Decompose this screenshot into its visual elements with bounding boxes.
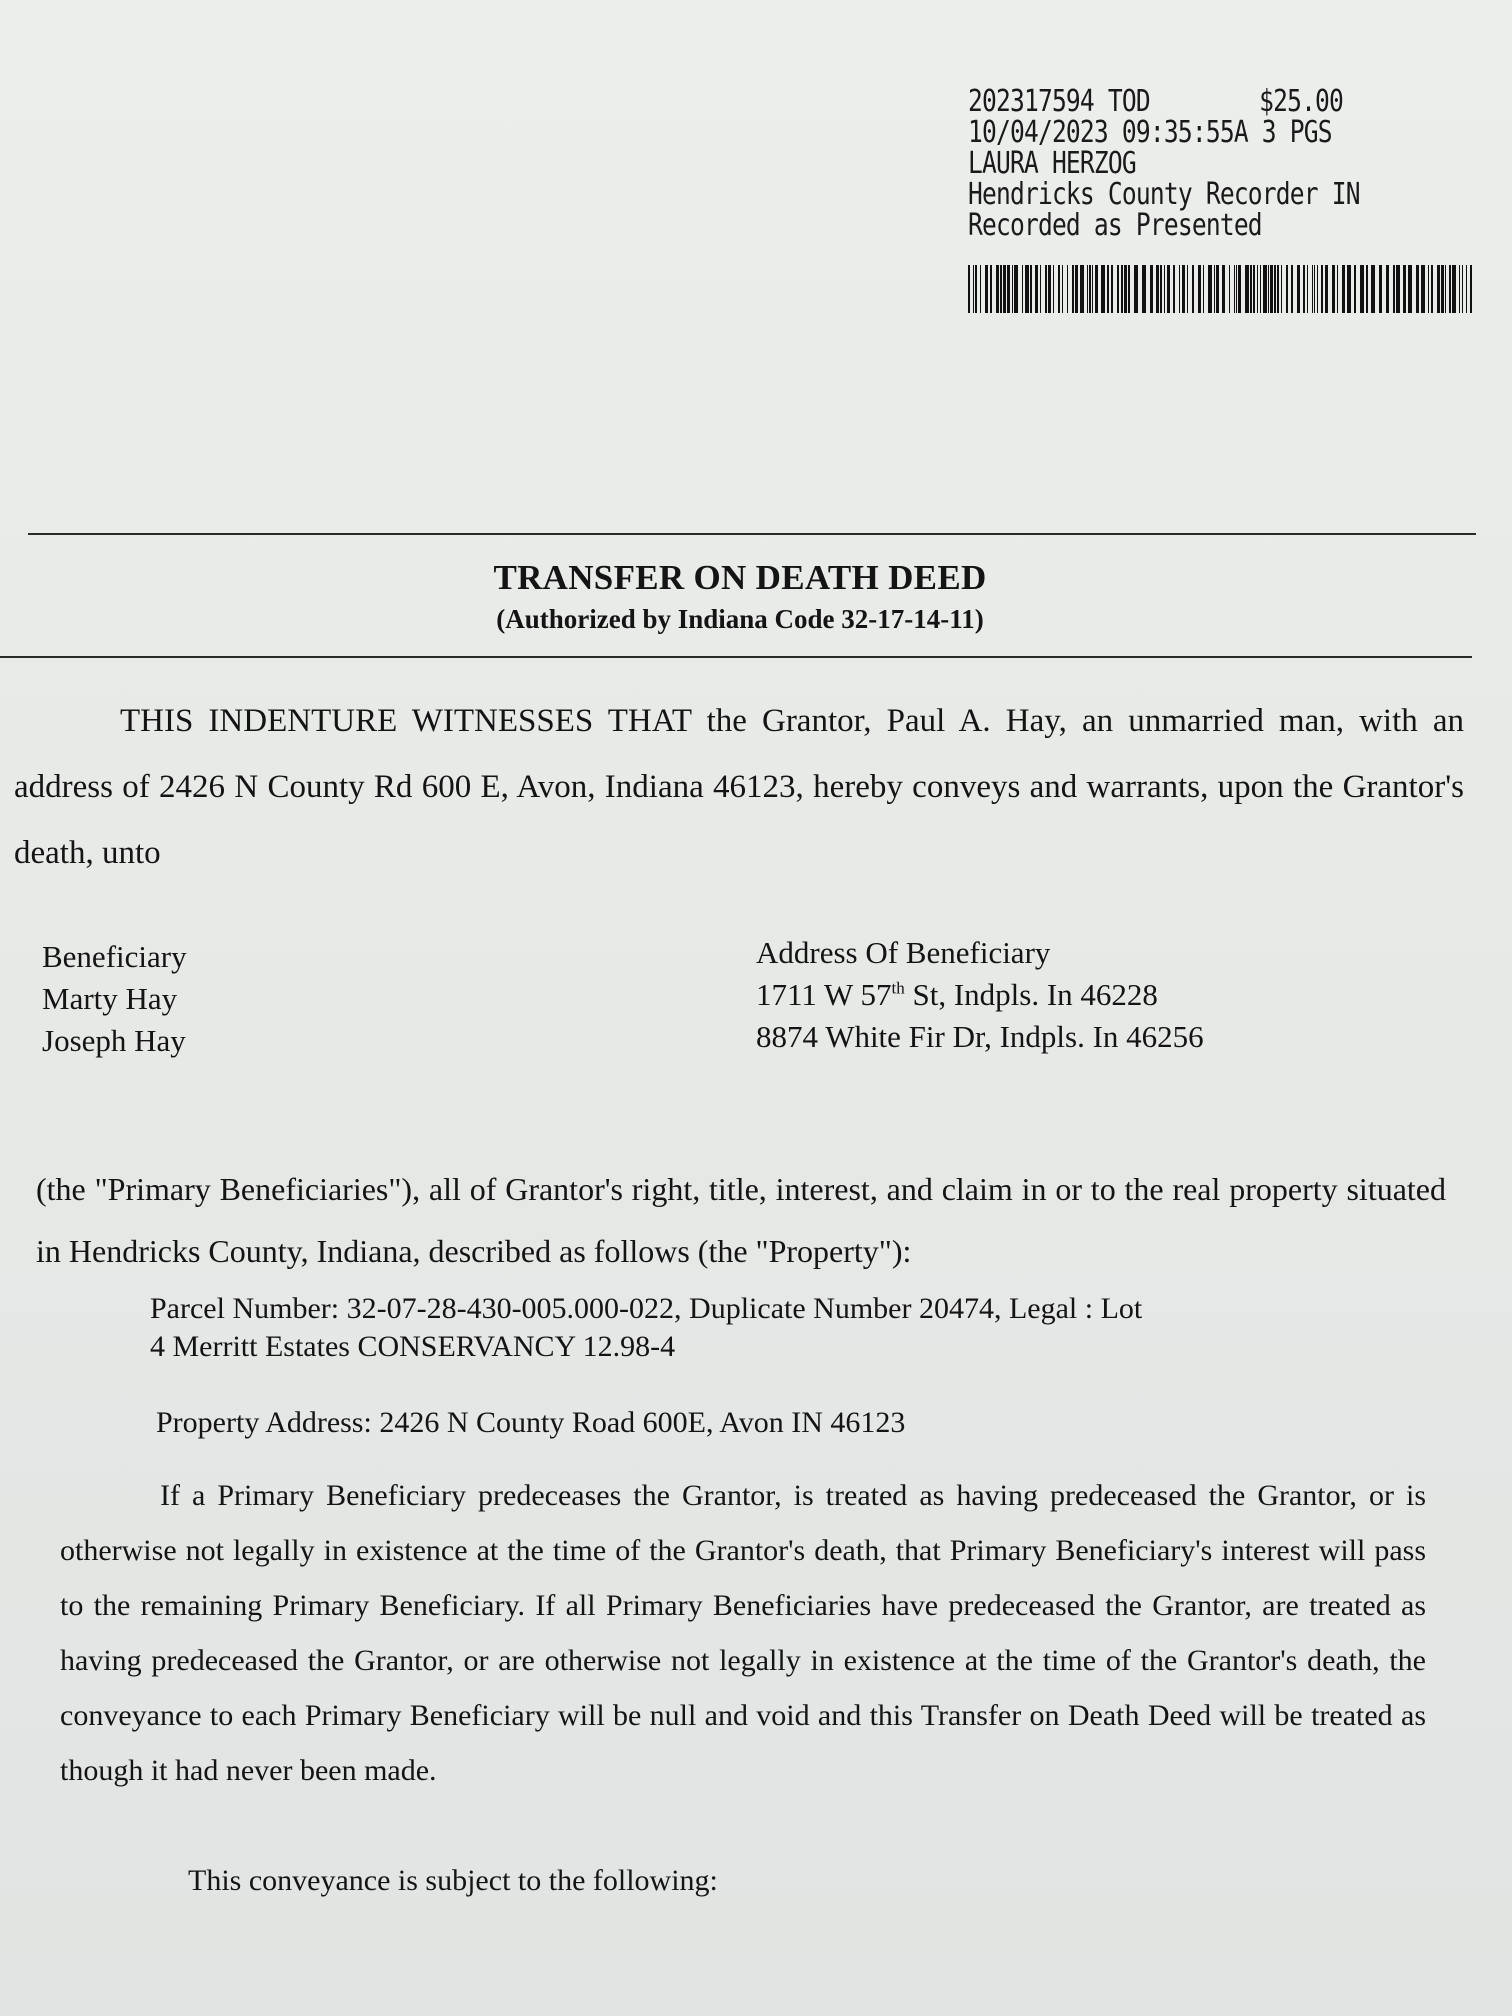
barcode-bar (1393, 265, 1395, 313)
recorder-stamp (968, 86, 1360, 241)
barcode-bar (1386, 265, 1389, 313)
legal-line: 4 Merritt Estates CONSERVANCY 12.98-4 (150, 1330, 676, 1363)
beneficiary-header: Beneficiary (42, 939, 187, 974)
barcode-bar (1307, 265, 1308, 313)
beneficiary-name: Marty Hay (42, 981, 178, 1016)
barcode-bar (1167, 265, 1170, 313)
barcode-bar (1317, 265, 1318, 313)
barcode-bar (1075, 265, 1078, 313)
page-count: 3 PGS (1261, 115, 1332, 150)
barcode-bar (1270, 265, 1273, 313)
barcode-bar (1182, 265, 1185, 313)
barcode-bar (1379, 265, 1382, 313)
barcode-bar (1134, 265, 1138, 313)
barcode-bar (1062, 265, 1063, 313)
barcode-bar (1156, 265, 1159, 313)
barcode-bar (1268, 265, 1269, 313)
barcode-bar (1408, 265, 1412, 313)
barcode-bar (1314, 265, 1315, 313)
barcode-bar (1124, 265, 1127, 313)
barcode-bar (1000, 265, 1002, 313)
subject-line: This conveyance is subject to the following: (188, 1864, 718, 1897)
barcode-bar (1325, 265, 1328, 313)
barcode-bar (1428, 265, 1429, 313)
barcode-bar (1332, 265, 1335, 313)
barcode-bar (1067, 265, 1068, 313)
barcode-bar (1431, 265, 1433, 313)
barcode-bar (1263, 265, 1267, 313)
barcode-bar (1416, 265, 1419, 313)
barcode-bar (1360, 265, 1364, 313)
barcode-bar (1445, 265, 1446, 313)
barcode-bar (1101, 265, 1105, 313)
barcode-bar (1048, 265, 1051, 313)
barcode-bar (1437, 265, 1440, 313)
barcode-bar (1058, 265, 1060, 313)
recorder-office: Hendricks County Recorder IN (968, 177, 1360, 212)
address-column (756, 932, 1204, 1058)
barcode-bar (1107, 265, 1109, 313)
barcode-bar (1040, 265, 1041, 313)
barcode-bar (1441, 265, 1444, 313)
barcode-bar (1025, 265, 1029, 313)
document-number: 202317594 TOD (968, 84, 1150, 119)
barcode-bar (1150, 265, 1153, 313)
barcode-bar (1470, 265, 1472, 313)
legal-description (150, 1290, 1350, 1366)
barcode-bar (990, 265, 992, 313)
barcode-bar (1192, 265, 1194, 313)
barcode-bar (1012, 265, 1013, 313)
barcode-bar (1198, 265, 1201, 313)
barcode-bar (1035, 265, 1038, 313)
barcode-bar (1274, 265, 1276, 313)
recording-datetime: 10/04/2023 09:35:55A (968, 115, 1248, 150)
property-address: Property Address: 2426 N County Road 600E, Avon IN 46123 (156, 1406, 906, 1439)
barcode-bar (975, 265, 977, 313)
barcode-bar (1222, 265, 1225, 313)
barcode-bar (1260, 265, 1261, 313)
barcode-bar (1179, 265, 1180, 313)
legal-line: Parcel Number: 32-07-28-430-005.000-022, Duplicate Number 20474, Legal : Lot (150, 1292, 1143, 1325)
barcode-bar (1297, 265, 1300, 313)
barcode-bar (1117, 265, 1119, 313)
barcode-bar (968, 265, 970, 313)
barcode-bar (1277, 265, 1279, 313)
barcode-bar (1321, 265, 1323, 313)
barcode-bar (985, 265, 988, 313)
deed-title: TRANSFER ON DEATH DEED (493, 558, 987, 597)
stamp-line-2 (968, 117, 1360, 148)
barcode-bar (1187, 265, 1188, 313)
barcode-bar (1022, 265, 1023, 313)
recorder-name: LAURA HERZOG (968, 146, 1136, 181)
recording-fee: $25.00 (1259, 84, 1344, 119)
barcode-bar (1462, 265, 1463, 313)
barcode-bar (1053, 265, 1054, 313)
beneficiary-column (42, 936, 187, 1062)
barcode-bar (1421, 265, 1425, 313)
barcode-bar (1214, 265, 1215, 313)
barcode-bar (1095, 265, 1098, 313)
barcode-bar (1342, 265, 1345, 313)
barcode-bar (996, 265, 999, 313)
barcode-bar (1452, 265, 1456, 313)
barcode-bar (1087, 265, 1088, 313)
barcode-bar (1128, 265, 1130, 313)
barcode-bar (1111, 265, 1113, 313)
barcode-bar (1466, 265, 1467, 313)
barcode-bar (1303, 265, 1305, 313)
barcode-bar (1030, 265, 1032, 313)
barcode-bar (1449, 265, 1451, 313)
barcode-bar (1080, 265, 1084, 313)
beneficiary-address (756, 1016, 1204, 1058)
address-text: 1711 W 57 (756, 977, 892, 1012)
barcode-bar (1238, 265, 1241, 313)
property-paragraph: (the "Primary Beneficiaries"), all of Grantor's right, title, interest, and claim in or to the real property situated in Hendricks County, Indiana, described as follows (the "Property"): (36, 1171, 1446, 1269)
barcode-bar (973, 265, 974, 313)
barcode-bar (1092, 265, 1093, 313)
barcode-bar (1291, 265, 1293, 313)
address-text: 8874 White Fir Dr, Indpls. In 46256 (756, 1019, 1204, 1054)
barcode-bar (1257, 265, 1258, 313)
barcode-bar (1312, 265, 1313, 313)
barcode-bar (1403, 265, 1406, 313)
barcode-bar (1245, 265, 1249, 313)
address-ordinal: th (891, 978, 905, 998)
barcode-bar (1007, 265, 1010, 313)
deed-subtitle: (Authorized by Indiana Code 32-17-14-11) (496, 604, 984, 634)
barcode-bar (1286, 265, 1288, 313)
barcode-bar (1003, 265, 1006, 313)
barcode-bar (1354, 265, 1356, 313)
title-divider-top (28, 533, 1476, 535)
barcode-bar (1236, 265, 1237, 313)
barcode-bar (1337, 265, 1338, 313)
recorded-note: Recorded as Presented (968, 208, 1262, 243)
barcode-bar (1160, 265, 1162, 313)
barcode-bar (1208, 265, 1212, 313)
barcode-bar (1253, 265, 1255, 313)
barcode-bar (1459, 265, 1460, 313)
beneficiary-name: Joseph Hay (42, 1023, 186, 1058)
address-header: Address Of Beneficiary (756, 935, 1051, 970)
beneficiary-address (756, 974, 1204, 1016)
address-text: St, Indpls. In 46228 (904, 977, 1158, 1012)
barcode-bar (1014, 265, 1018, 313)
barcode-bar (1216, 265, 1219, 313)
barcode-bar (1371, 265, 1375, 313)
barcode-bar (1234, 265, 1235, 313)
stamp-line-1 (968, 86, 1360, 117)
barcode-bar (1164, 265, 1165, 313)
barcode-bar (1072, 265, 1074, 313)
barcode-icon (968, 265, 1478, 313)
intro-paragraph: THIS INDENTURE WITNESSES THAT the Grantor, Paul A. Hay, an unmarried man, with an address of 2426 N County Rd 600 E, Avon, Indiana 46123, hereby conveys and warrants, upon the Grantor's death, unto (14, 703, 1464, 871)
barcode-bar (1250, 265, 1252, 313)
barcode-bar (1045, 265, 1047, 313)
predecease-paragraph: If a Primary Beneficiary predeceases the Grantor, is treated as having predeceased the Grantor, or is otherwise not legally in existence at the time of the Grantor's death, that Primary Beneficiary's interest will pass to the remaining Primary Beneficiary. If all Primary Beneficiaries have predeceased the Grantor, are treated as having predeceased the Grantor, or are otherwise not legally in existence at the time of the Grantor's death, the conveyance to each Primary Beneficiary will be null and void and this Transfer on Death Deed will be treated as though it had never been made. (60, 1479, 1426, 1787)
barcode-bar (1142, 265, 1146, 313)
barcode-bar (1347, 265, 1351, 313)
barcode-bar (1366, 265, 1368, 313)
barcode-bar (1396, 265, 1400, 313)
title-divider-bottom (0, 656, 1472, 658)
barcode-bar (1121, 265, 1123, 313)
barcode-bar (1229, 265, 1230, 313)
barcode-bar (1203, 265, 1204, 313)
barcode-bar (980, 265, 981, 313)
barcode-bar (1089, 265, 1091, 313)
barcode-bar (1173, 265, 1175, 313)
barcode-bar (1281, 265, 1282, 313)
